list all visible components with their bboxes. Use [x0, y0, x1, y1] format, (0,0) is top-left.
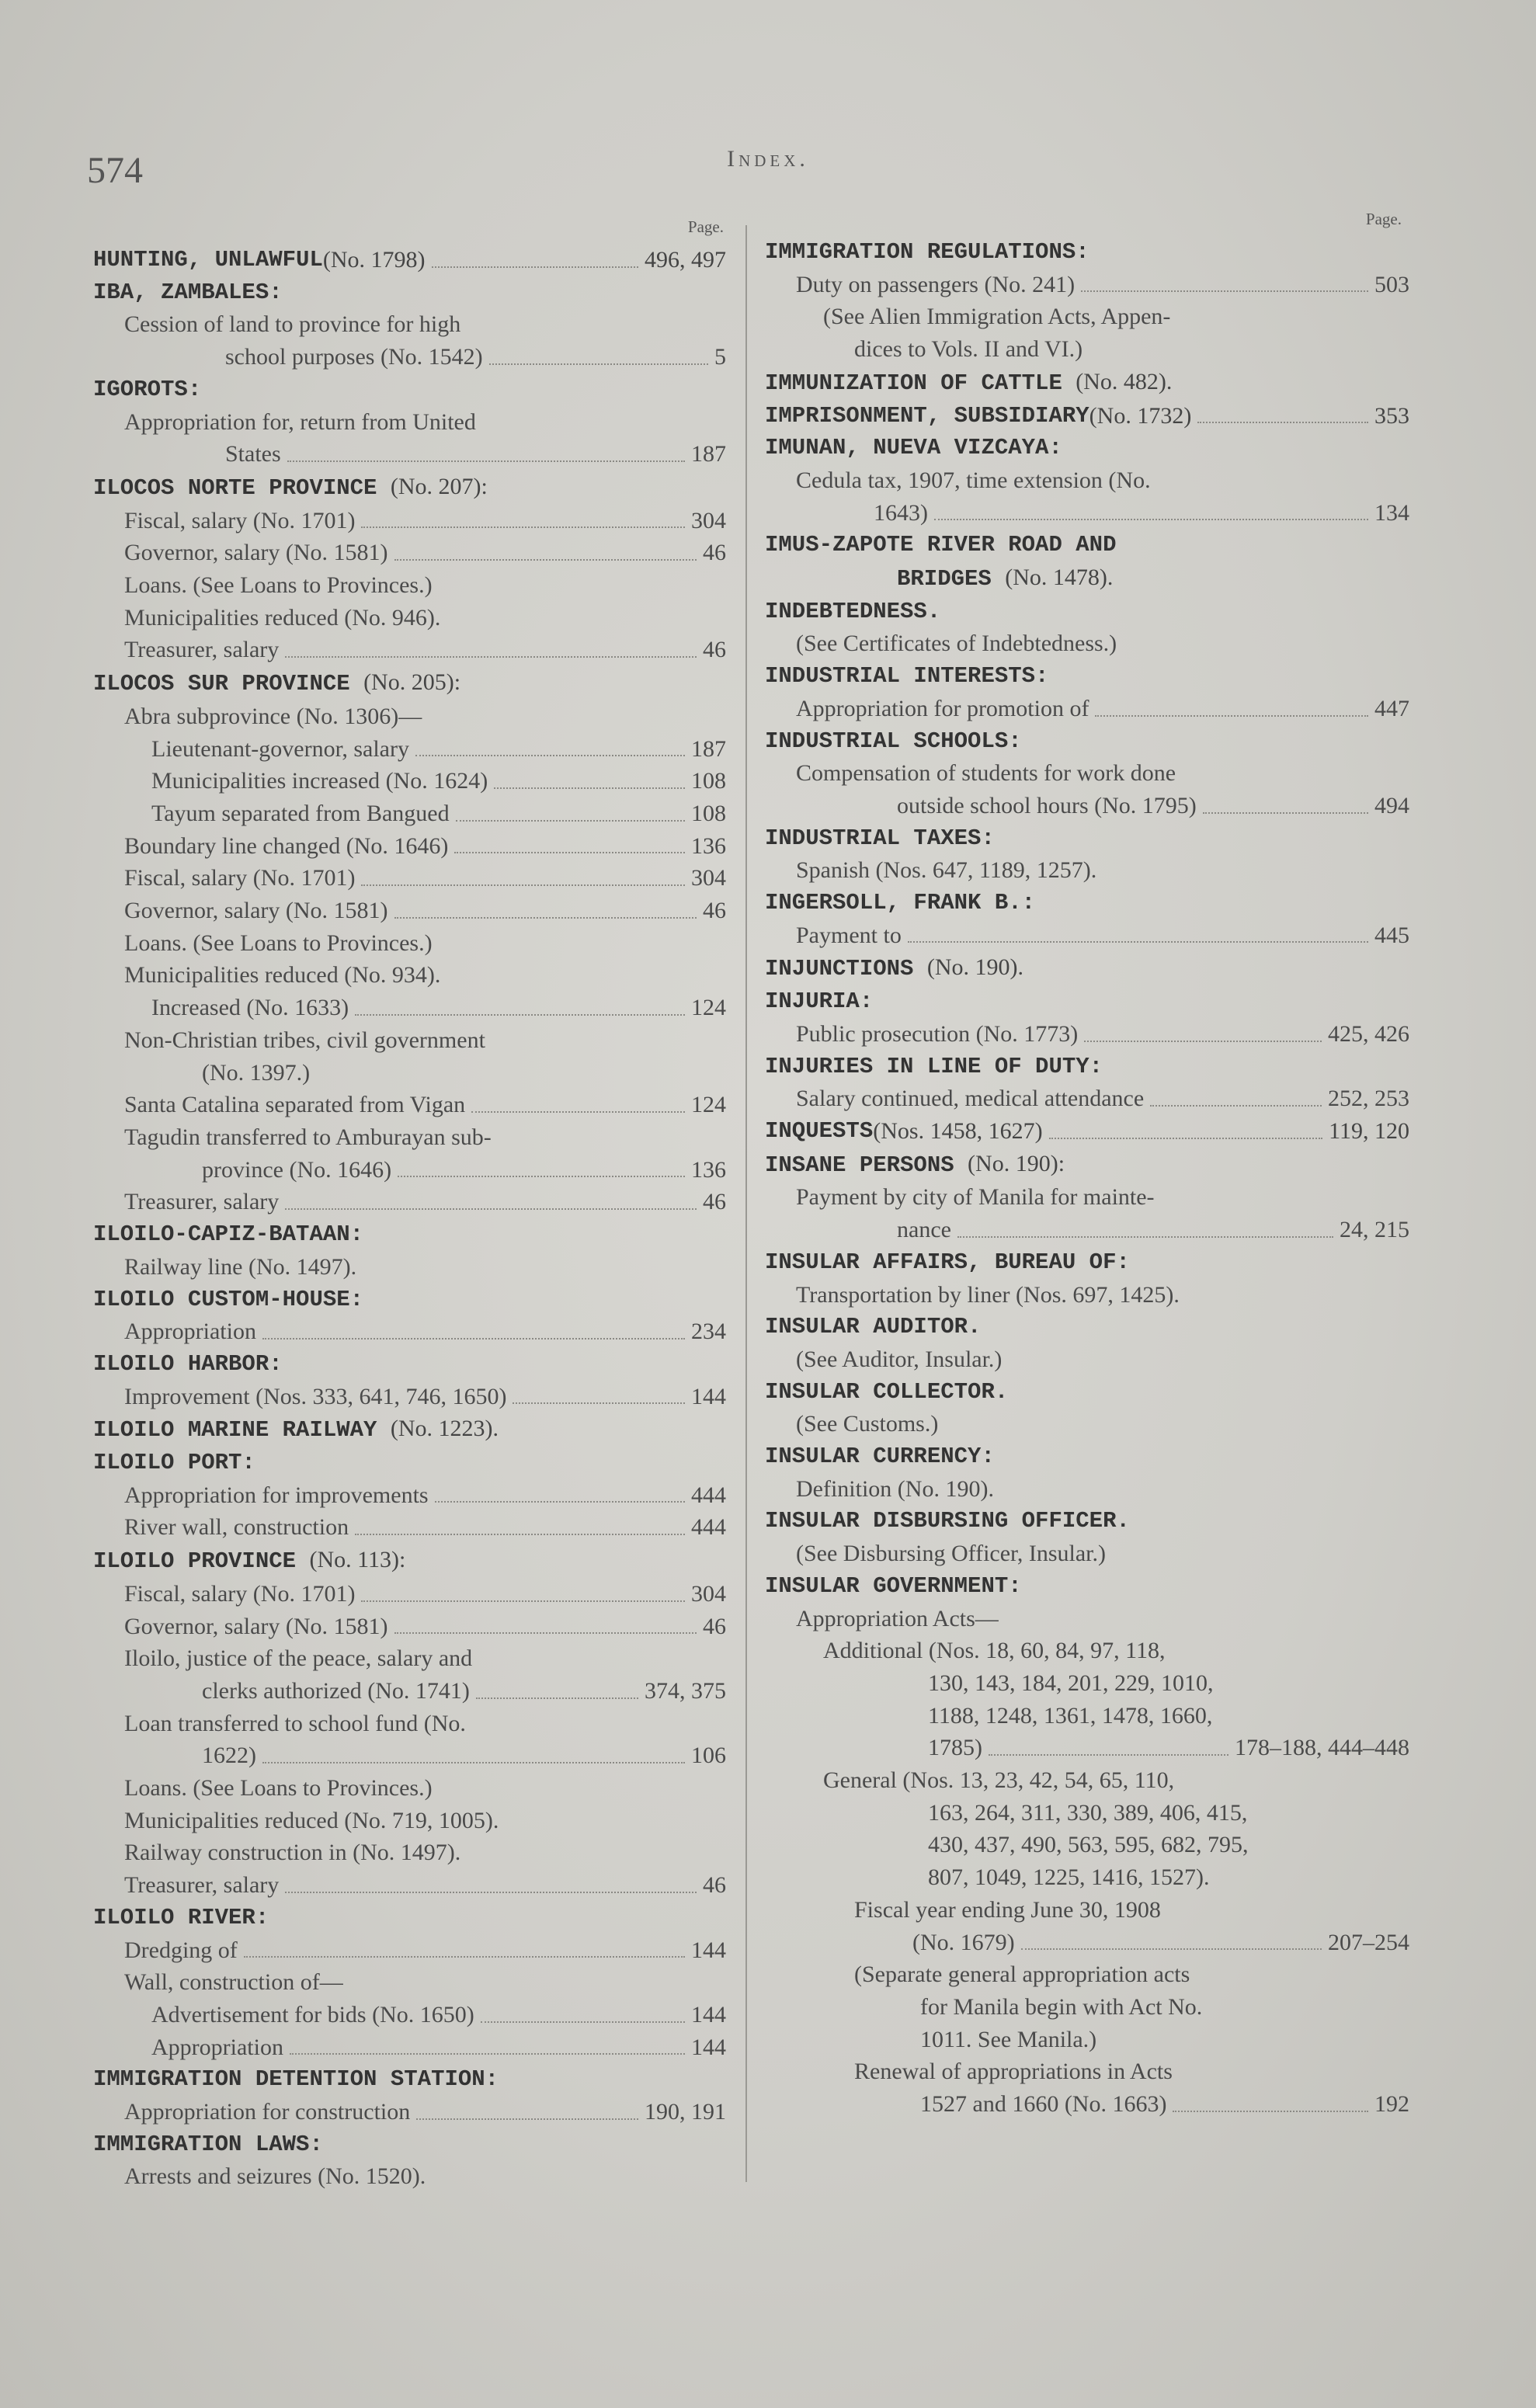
index-entry — [765, 1927, 1409, 1959]
index-heading — [765, 660, 1409, 693]
index-line: Railway line (No. 1497). — [124, 1253, 357, 1280]
index-heading — [765, 951, 1409, 985]
leader-dots — [957, 1236, 1333, 1238]
column-divider — [745, 225, 747, 2182]
heading-text: INJUNCTIONS — [765, 956, 914, 982]
index-entry — [93, 341, 726, 374]
index-entry — [765, 1082, 1409, 1115]
page-reference: 46 — [703, 540, 726, 566]
heading-text: ILOILO CUSTOM-HOUSE: — [93, 1286, 364, 1312]
heading-reference: (No. 482). — [1076, 368, 1173, 394]
page-reference: 234 — [691, 1319, 726, 1345]
heading-text: IGOROTS: — [93, 376, 202, 402]
leader-dots — [361, 526, 685, 528]
heading-text: HUNTING, UNLAWFUL — [93, 247, 323, 273]
heading-text: ILOILO PORT: — [93, 1450, 255, 1476]
index-entry — [765, 790, 1409, 822]
leader-dots — [1081, 290, 1368, 292]
index-entry — [93, 1479, 726, 1512]
page-number: 574 — [87, 150, 143, 191]
page-reference: 447 — [1374, 695, 1409, 721]
leader-dots — [471, 1111, 685, 1113]
heading-reference: (No. 1798) — [322, 247, 426, 273]
page-reference: 46 — [703, 1613, 726, 1639]
heading-text: ILOILO RIVER: — [93, 1904, 269, 1930]
leader-dots — [285, 1208, 697, 1210]
page-reference: 494 — [1374, 792, 1409, 818]
entry-text: Appropriation — [124, 1319, 256, 1345]
entry-text: Lieutenant-governor, salary — [151, 735, 409, 762]
index-line: Definition (No. 190). — [796, 1475, 994, 1502]
index-heading — [93, 1544, 726, 1578]
leader-dots — [1203, 812, 1368, 814]
heading-reference: (No. 1732) — [1089, 402, 1192, 429]
page-reference: 46 — [703, 1189, 726, 1215]
index-line: Fiscal year ending June 30, 1908 — [854, 1896, 1161, 1923]
page-reference: 207–254 — [1328, 1929, 1409, 1955]
leader-dots — [394, 1632, 697, 1634]
index-line: (See Disbursing Officer, Insular.) — [796, 1541, 1106, 1567]
entry-text: Fiscal, salary (No. 1701) — [124, 865, 356, 891]
page-reference: 119, 120 — [1329, 1117, 1409, 1144]
page-reference: 46 — [703, 1872, 726, 1899]
heading-text: IMUS-ZAPOTE RIVER ROAD AND — [765, 532, 1117, 558]
page-reference: 46 — [703, 898, 726, 924]
index-entry — [93, 733, 726, 766]
entry-text: Appropriation for promotion of — [796, 695, 1089, 721]
page-reference: 503 — [1374, 271, 1409, 297]
index-line: 807, 1049, 1225, 1416, 1527). — [928, 1864, 1210, 1891]
index-heading — [765, 985, 1409, 1018]
index-line: for Manila begin with Act No. — [920, 1993, 1203, 2020]
index-entry — [93, 2096, 726, 2128]
page-reference: 304 — [691, 507, 726, 533]
page-reference: 445 — [1374, 922, 1409, 948]
index-heading — [765, 1115, 1409, 1148]
page-reference: 24, 215 — [1340, 1217, 1409, 1243]
index-line: 430, 437, 490, 563, 595, 682, 795, — [928, 1832, 1249, 1858]
page-reference: 190, 191 — [645, 2099, 726, 2125]
heading-text: ILOILO PROVINCE — [93, 1548, 297, 1575]
heading-text: ILOCOS SUR PROVINCE — [93, 671, 350, 697]
index-heading — [93, 2128, 726, 2161]
index-line: 163, 264, 311, 330, 389, 406, 415, — [928, 1799, 1248, 1826]
heading-text: ILOILO MARINE RAILWAY — [93, 1417, 377, 1444]
page-column-label: Page. — [1365, 210, 1402, 228]
leader-dots — [908, 941, 1368, 943]
entry-text: Advertisement for bids (No. 1650) — [151, 2001, 474, 2028]
page-reference: 134 — [1374, 499, 1409, 526]
leader-dots — [285, 1892, 697, 1893]
heading-text: INGERSOLL, FRANK B.: — [765, 890, 1036, 916]
index-heading — [93, 1348, 726, 1381]
heading-reference: (No. 1478). — [1005, 565, 1114, 591]
index-line: Loans. (See Loans to Provinces.) — [124, 572, 433, 599]
leader-dots — [1173, 2111, 1368, 2112]
index-heading — [765, 1570, 1409, 1603]
entry-text: Appropriation for improvements — [124, 1482, 429, 1508]
index-line: 130, 143, 184, 201, 229, 1010, — [928, 1670, 1214, 1696]
index-entry — [93, 992, 726, 1024]
leader-dots — [432, 266, 638, 268]
index-entry — [93, 505, 726, 537]
page-reference: 374, 375 — [645, 1677, 726, 1704]
heading-text: ILOILO-CAPIZ-BATAAN: — [93, 1221, 364, 1248]
index-line: Cedula tax, 1907, time extension (No. — [796, 467, 1151, 493]
leader-dots — [416, 2118, 638, 2120]
page-reference: 136 — [691, 832, 726, 859]
index-line: Spanish (Nos. 647, 1189, 1257). — [796, 857, 1097, 884]
index-heading — [765, 1505, 1409, 1538]
index-heading — [93, 666, 726, 700]
index-line: Renewal of appropriations in Acts — [854, 2059, 1173, 2085]
entry-text: 1785) — [928, 1735, 982, 1761]
entry-text: Fiscal, salary (No. 1701) — [124, 507, 356, 533]
page-reference: 144 — [691, 1937, 726, 1963]
index-line: Municipalities reduced (No. 934). — [124, 962, 441, 989]
leader-dots — [1197, 422, 1368, 423]
index-entry — [765, 919, 1409, 952]
entry-text: 1643) — [874, 499, 928, 526]
heading-text: ILOILO HARBOR: — [93, 1350, 283, 1377]
index-heading — [765, 400, 1409, 433]
heading-text: INQUESTS — [765, 1117, 874, 1144]
index-entry — [765, 693, 1409, 725]
index-entry — [93, 765, 726, 797]
entry-text: Appropriation for construction — [124, 2099, 411, 2125]
entry-text: Public prosecution (No. 1773) — [796, 1020, 1079, 1047]
index-entry — [765, 2088, 1409, 2121]
index-line: (See Alien Immigration Acts, Appen- — [823, 304, 1171, 330]
page-reference: 144 — [691, 2034, 726, 2060]
index-entry — [93, 1315, 726, 1348]
page-reference: 178–188, 444–448 — [1235, 1735, 1409, 1761]
index-heading — [765, 887, 1409, 919]
index-heading — [93, 2063, 726, 2096]
entry-text: outside school hours (No. 1795) — [897, 792, 1197, 818]
index-line: Loans. (See Loans to Provinces.) — [124, 1775, 433, 1802]
page-reference: 106 — [691, 1743, 726, 1769]
index-heading — [765, 529, 1409, 561]
page-reference: 144 — [691, 1383, 726, 1409]
running-head: Index. — [727, 146, 809, 172]
index-line: Municipalities reduced (No. 719, 1005). — [124, 1807, 499, 1833]
entry-text: Governor, salary (No. 1581) — [124, 540, 388, 566]
heading-reference: (No. 207): — [390, 473, 488, 499]
index-heading — [765, 1051, 1409, 1083]
page-reference: 192 — [1374, 2091, 1409, 2118]
entry-text: 1622) — [202, 1743, 256, 1769]
index-heading — [93, 1412, 726, 1447]
heading-text: INDUSTRIAL TAXES: — [765, 825, 995, 851]
index-heading — [93, 1284, 726, 1316]
heading-text: INDUSTRIAL INTERESTS: — [765, 663, 1049, 690]
leader-dots — [1095, 715, 1368, 717]
leader-dots — [285, 656, 697, 658]
entry-text: Governor, salary (No. 1581) — [124, 898, 388, 924]
index-entry — [765, 1732, 1409, 1764]
entry-text: Duty on passengers (No. 241) — [796, 271, 1076, 297]
entry-text: River wall, construction — [124, 1514, 349, 1541]
leader-dots — [361, 884, 685, 886]
index-entry — [93, 634, 726, 666]
index-heading — [765, 1246, 1409, 1279]
heading-text: INSULAR COLLECTOR. — [765, 1378, 1009, 1405]
index-heading — [93, 276, 726, 309]
index-heading — [765, 725, 1409, 758]
index-heading — [765, 596, 1409, 628]
leader-dots — [476, 1697, 638, 1699]
leader-dots — [1021, 1948, 1322, 1950]
index-entry — [765, 497, 1409, 530]
page-reference: 353 — [1374, 402, 1409, 429]
index-line: Iloilo, justice of the peace, salary and — [124, 1645, 473, 1672]
heading-text: INDUSTRIAL SCHOOLS: — [765, 728, 1022, 754]
leader-dots — [262, 1338, 685, 1340]
leader-dots — [1150, 1105, 1322, 1107]
leader-dots — [1049, 1138, 1323, 1139]
index-entry — [93, 830, 726, 863]
heading-text: INJURIES IN LINE OF DUTY: — [765, 1053, 1103, 1079]
index-line: 1188, 1248, 1361, 1478, 1660, — [928, 1702, 1213, 1729]
entry-text: Governor, salary (No. 1581) — [124, 1613, 388, 1639]
index-line: (See Auditor, Insular.) — [796, 1346, 1003, 1372]
heading-text: INDEBTEDNESS. — [765, 598, 941, 624]
index-line: General (Nos. 13, 23, 42, 54, 65, 110, — [823, 1767, 1175, 1794]
heading-text: INSULAR DISBURSING OFFICER. — [765, 1508, 1130, 1534]
index-heading — [765, 1148, 1409, 1182]
index-heading — [765, 1440, 1409, 1473]
index-heading — [93, 1447, 726, 1479]
leader-dots — [287, 460, 685, 462]
index-line: Loans. (See Loans to Provinces.) — [124, 929, 433, 956]
index-entry — [93, 862, 726, 895]
leader-dots — [494, 787, 685, 789]
entry-text: Treasurer, salary — [124, 637, 280, 663]
entry-text: Dredging of — [124, 1937, 238, 1963]
page-reference: 124 — [691, 995, 726, 1021]
entry-text: Treasurer, salary — [124, 1189, 280, 1215]
index-entry — [93, 438, 726, 471]
entry-text: school purposes (No. 1542) — [225, 344, 483, 370]
index-line: (No. 1397.) — [202, 1059, 311, 1086]
index-line: Railway construction in (No. 1497). — [124, 1840, 461, 1866]
leader-dots — [355, 1534, 685, 1535]
heading-text: ILOCOS NORTE PROVINCE — [93, 474, 377, 501]
page-reference: 108 — [691, 768, 726, 794]
page-reference: 136 — [691, 1156, 726, 1183]
page-reference: 108 — [691, 800, 726, 826]
index-entry — [93, 1511, 726, 1544]
heading-reference: (No. 205): — [363, 669, 461, 696]
leader-dots — [290, 2053, 685, 2055]
index-heading — [765, 561, 1409, 596]
entry-text: Boundary line changed (No. 1646) — [124, 832, 449, 859]
index-entry — [93, 1089, 726, 1121]
index-line: Wall, construction of— — [124, 1969, 343, 1996]
index-line: Appropriation Acts— — [796, 1605, 999, 1631]
index-entry — [93, 1675, 726, 1708]
index-heading — [93, 471, 726, 505]
index-line: Additional (Nos. 18, 60, 84, 97, 118, — [823, 1638, 1166, 1664]
entry-text: States — [225, 441, 281, 467]
page-reference: 444 — [691, 1514, 726, 1541]
page-reference: 144 — [691, 2001, 726, 2028]
entry-text: Improvement (Nos. 333, 641, 746, 1650) — [124, 1383, 507, 1409]
heading-text: IMMIGRATION LAWS: — [93, 2131, 323, 2157]
leader-dots — [415, 755, 685, 756]
leader-dots — [934, 519, 1368, 520]
heading-text: INSULAR AUDITOR. — [765, 1314, 982, 1340]
heading-reference: (No. 190). — [926, 954, 1023, 981]
leader-dots — [361, 1600, 685, 1602]
index-heading — [765, 1311, 1409, 1343]
index-entry — [93, 2031, 726, 2064]
heading-reference: (No. 190): — [968, 1150, 1065, 1176]
index-heading — [93, 1902, 726, 1934]
heading-text: IMUNAN, NUEVA VIZCAYA: — [765, 435, 1062, 461]
heading-text: INSANE PERSONS — [765, 1152, 954, 1178]
leader-dots — [489, 363, 708, 365]
page-reference: 444 — [691, 1482, 726, 1508]
index-line: Loan transferred to school fund (No. — [124, 1710, 466, 1736]
leader-dots — [244, 1956, 685, 1958]
index-line: Non-Christian tribes, civil government — [124, 1027, 485, 1053]
index-entry — [93, 1739, 726, 1772]
entry-text: 1527 and 1660 (No. 1663) — [920, 2091, 1167, 2118]
leader-dots — [513, 1402, 685, 1404]
index-line: Cession of land to province for high — [124, 311, 461, 338]
index-line: Payment by city of Manila for mainte- — [796, 1184, 1155, 1211]
leader-dots — [394, 917, 697, 919]
leader-dots — [398, 1176, 685, 1177]
index-line: 1011. See Manila.) — [920, 2026, 1097, 2052]
index-line: Appropriation for, return from United — [124, 408, 476, 435]
index-heading — [765, 236, 1409, 269]
index-line: Arrests and seizures (No. 1520). — [124, 2163, 426, 2190]
heading-text: IBA, ZAMBALES: — [93, 279, 283, 305]
heading-text: INSULAR CURRENCY: — [765, 1444, 995, 1470]
entry-text: Increased (No. 1633) — [151, 995, 349, 1021]
entry-text: Payment to — [796, 922, 902, 948]
heading-text: INSULAR AFFAIRS, BUREAU OF: — [765, 1249, 1130, 1275]
index-entry — [765, 1018, 1409, 1051]
page-reference: 304 — [691, 1580, 726, 1607]
index-entry — [93, 1999, 726, 2031]
entry-text: nance — [897, 1217, 951, 1243]
entry-text: Fiscal, salary (No. 1701) — [124, 1580, 356, 1607]
index-heading — [93, 374, 726, 406]
heading-text: BRIDGES — [897, 566, 992, 592]
leader-dots — [262, 1762, 685, 1763]
entry-text: Treasurer, salary — [124, 1872, 280, 1899]
leader-dots — [435, 1501, 685, 1503]
page-reference: 496, 497 — [645, 247, 726, 273]
page-column-label: Page. — [687, 217, 724, 236]
index-entry — [93, 537, 726, 569]
index-line: Compensation of students for work done — [796, 760, 1176, 787]
heading-reference: (Nos. 1458, 1627) — [873, 1117, 1043, 1144]
page-reference: 187 — [691, 735, 726, 762]
index-heading — [765, 1376, 1409, 1409]
heading-text: IMPRISONMENT, SUBSIDIARY — [765, 402, 1089, 429]
index-line: Tagudin transferred to Amburayan sub- — [124, 1124, 492, 1150]
index-line: dices to Vols. II and VI.) — [854, 336, 1083, 363]
index-line: Municipalities reduced (No. 946). — [124, 604, 441, 631]
right-column — [765, 210, 1409, 2121]
page-reference: 124 — [691, 1092, 726, 1118]
leader-dots — [1084, 1041, 1322, 1042]
heading-text: IMMUNIZATION OF CATTLE — [765, 370, 1062, 396]
leader-dots — [355, 1014, 685, 1016]
heading-text: IMMIGRATION REGULATIONS: — [765, 239, 1089, 265]
entry-text: Santa Catalina separated from Vigan — [124, 1092, 466, 1118]
index-line: (Separate general appropriation acts — [854, 1961, 1190, 1988]
index-heading — [93, 244, 726, 276]
heading-reference: (No. 113): — [309, 1547, 406, 1573]
entry-text: Salary continued, medical attendance — [796, 1086, 1145, 1112]
leader-dots — [454, 852, 685, 853]
entry-text: province (No. 1646) — [202, 1156, 392, 1183]
leader-dots — [989, 1754, 1228, 1756]
index-entry — [765, 1214, 1409, 1246]
index-entry — [93, 1381, 726, 1413]
index-entry — [93, 1578, 726, 1611]
page-reference: 252, 253 — [1328, 1086, 1409, 1112]
heading-text: INJURIA: — [765, 989, 874, 1015]
page-reference: 46 — [703, 637, 726, 663]
leader-dots — [394, 559, 697, 561]
entry-text: Appropriation — [151, 2034, 283, 2060]
entry-text: (No. 1679) — [912, 1929, 1015, 1955]
index-line: (See Certificates of Indebtedness.) — [796, 631, 1117, 657]
index-heading — [765, 432, 1409, 464]
index-line: Transportation by liner (Nos. 697, 1425). — [796, 1281, 1180, 1308]
entry-text: clerks authorized (No. 1741) — [202, 1677, 470, 1704]
index-entry — [93, 797, 726, 830]
entry-text: Tayum separated from Bangued — [151, 800, 450, 826]
leader-dots — [481, 2021, 685, 2023]
page-reference: 425, 426 — [1328, 1020, 1409, 1047]
index-heading — [765, 822, 1409, 855]
heading-text: INSULAR GOVERNMENT: — [765, 1572, 1022, 1599]
page-reference: 187 — [691, 441, 726, 467]
index-entry — [765, 269, 1409, 301]
index-heading — [93, 1218, 726, 1251]
leader-dots — [456, 820, 685, 822]
entry-text: Municipalities increased (No. 1624) — [151, 768, 488, 794]
index-entry — [93, 1934, 726, 1967]
index-entry — [93, 1186, 726, 1218]
index-line: Abra subprovince (No. 1306)— — [124, 703, 422, 729]
index-entry — [93, 895, 726, 927]
page-reference: 304 — [691, 865, 726, 891]
heading-reference: (No. 1223). — [390, 1416, 499, 1442]
index-entry — [93, 1611, 726, 1643]
index-entry — [93, 1154, 726, 1187]
left-column — [93, 210, 726, 2193]
page-reference: 5 — [714, 344, 726, 370]
heading-text: IMMIGRATION DETENTION STATION: — [93, 2066, 499, 2093]
index-line: (See Customs.) — [796, 1411, 939, 1437]
index-entry — [93, 1869, 726, 1902]
index-heading — [765, 366, 1409, 400]
